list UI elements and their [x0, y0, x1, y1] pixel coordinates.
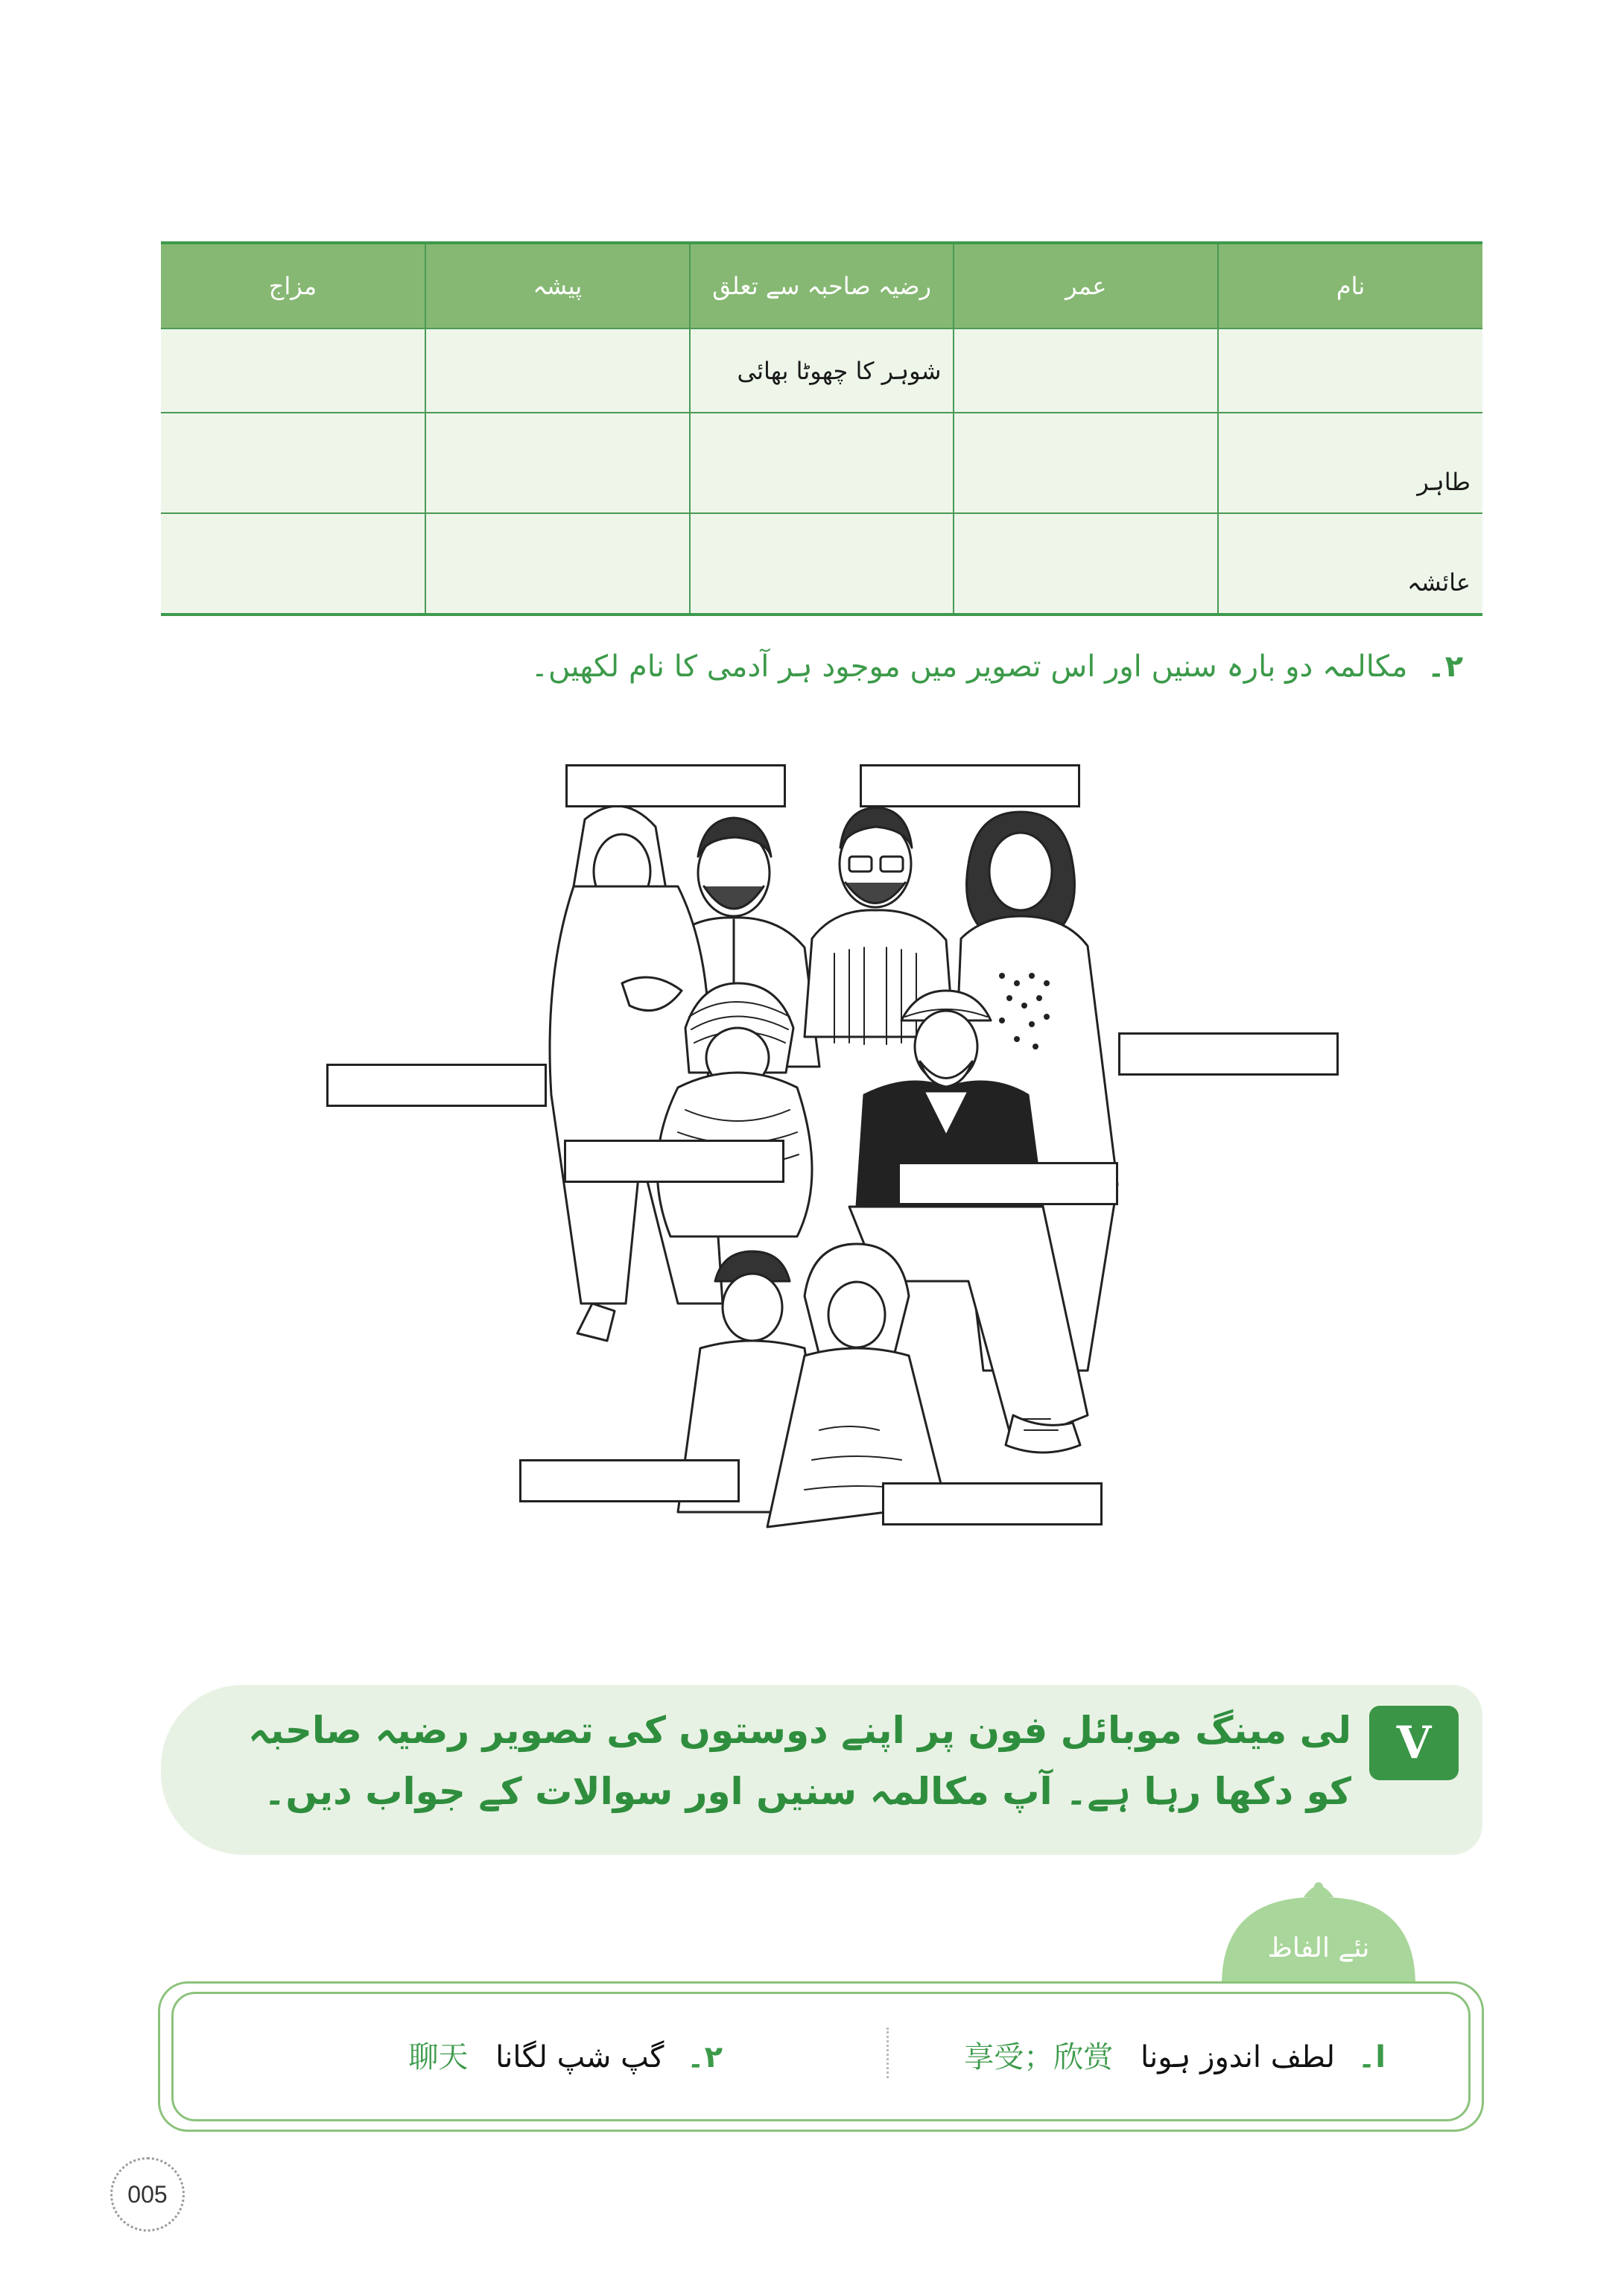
- cell-profession[interactable]: [425, 328, 690, 413]
- section-v-instruction: لی مینگ موبائل فون پر اپنے دوستوں کی تصویر رضیہ صاحبہ کو دکھا رہا ہے۔ آپ مکالمہ سنیں اور سوالات کے جواب دیں۔: [248, 1709, 1351, 1813]
- word-number: ۲۔: [687, 2040, 723, 2074]
- cell-relation[interactable]: [690, 513, 954, 615]
- name-label-box[interactable]: [519, 1459, 740, 1502]
- cell-name[interactable]: طاہر: [1218, 413, 1482, 513]
- name-label-box[interactable]: [882, 1482, 1103, 1525]
- new-word-item: [408, 2033, 723, 2076]
- name-label-box[interactable]: [898, 1162, 1118, 1205]
- header-age: عمر: [954, 243, 1218, 328]
- page-number: 005: [110, 2157, 185, 2232]
- cell-temperament[interactable]: [161, 513, 425, 615]
- word-number: ا۔: [1357, 2040, 1386, 2074]
- table-row: [161, 413, 1482, 513]
- name-label-box[interactable]: [564, 1140, 784, 1183]
- question-text: مکالمہ دو بارہ سنیں اور اس تصویر میں موجود ہر آدمی کا نام لکھیں۔: [530, 650, 1408, 684]
- cell-name[interactable]: [1218, 328, 1482, 413]
- word-urdu: لطف اندوز ہونا: [1140, 2040, 1336, 2074]
- table-row: [161, 513, 1482, 615]
- cell-relation[interactable]: [690, 413, 954, 513]
- name-label-box[interactable]: [860, 764, 1080, 807]
- section-v-banner: [161, 1685, 1482, 1855]
- table-row: [161, 328, 1482, 413]
- cell-age[interactable]: [954, 513, 1218, 615]
- cell-profession[interactable]: [425, 413, 690, 513]
- cell-temperament[interactable]: [161, 413, 425, 513]
- cell-age[interactable]: [954, 413, 1218, 513]
- cell-temperament[interactable]: [161, 328, 425, 413]
- divider: [886, 2028, 889, 2078]
- question-2-instruction: [531, 650, 1463, 684]
- new-word-item: [964, 2033, 1386, 2076]
- word-chinese: 享受；欣赏: [964, 2040, 1114, 2074]
- name-label-box[interactable]: [1118, 1032, 1339, 1076]
- question-number: ۲۔: [1427, 650, 1463, 684]
- relationship-table: [161, 241, 1482, 616]
- header-name: نام: [1218, 243, 1482, 328]
- cell-profession[interactable]: [425, 513, 690, 615]
- header-profession: پیشہ: [425, 243, 690, 328]
- name-label-box[interactable]: [326, 1064, 547, 1107]
- cell-relation[interactable]: شوہر کا چھوٹا بھائی: [690, 328, 954, 413]
- name-label-box[interactable]: [565, 764, 786, 807]
- cell-name[interactable]: عائشہ: [1218, 513, 1482, 615]
- new-words-title: نئے الفاظ: [1267, 1933, 1370, 1963]
- table-header-row: [161, 243, 1482, 328]
- word-urdu: گپ شپ لگانا: [495, 2040, 664, 2074]
- section-badge: V: [1369, 1706, 1459, 1780]
- header-temperament: مزاج: [161, 243, 425, 328]
- header-relation: رضیہ صاحبہ سے تعلق: [690, 243, 954, 328]
- word-chinese: 聊天: [408, 2040, 469, 2074]
- cell-age[interactable]: [954, 328, 1218, 413]
